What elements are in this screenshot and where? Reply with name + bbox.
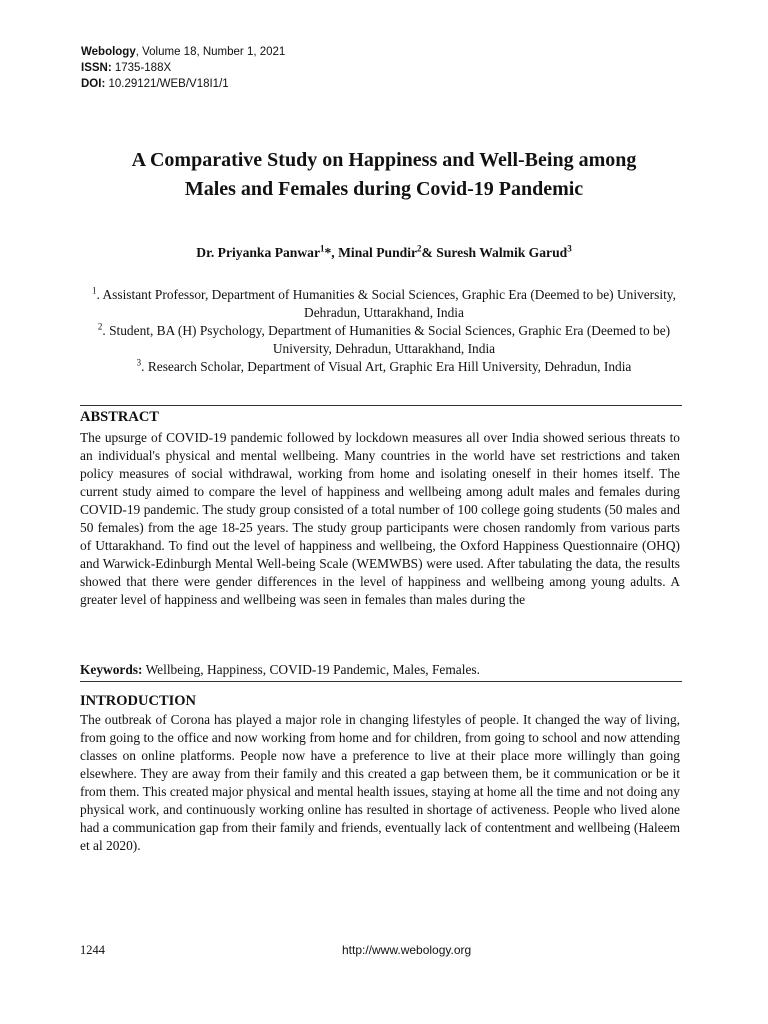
title-line-2: Males and Females during Covid-19 Pandemic bbox=[184, 178, 584, 200]
introduction-text: The outbreak of Corona has played a major role in changing lifestyles of people. It changed the way of living, from going to the office and now working from home and for children, from going to school and now attending classes on online platforms. People now have a preference to live at their place more willingly than going elsewhere. They are away from their family and this created a gap between them, be it communication or be it from them. This created major physical and mental health issues, staying at home all the time and not doing any physical work, and continuously working online has resulted in shortage of activeness. People who lived alone had a communication gap from their family and friends, eventually lack of contentment and wellbeing (Haleem et al 2020). bbox=[80, 712, 680, 853]
doi-line bbox=[81, 76, 285, 92]
issn-value: 1735-188X bbox=[111, 62, 172, 74]
affiliation-list bbox=[81, 286, 687, 376]
affiliation-text: . Research Scholar, Department of Visual Art, Graphic Era Hill University, Dehradun, India bbox=[141, 359, 632, 374]
author-name: Dr. Priyanka Panwar bbox=[196, 245, 320, 260]
affiliation-number: 1 bbox=[92, 285, 97, 296]
abstract-top-rule bbox=[80, 405, 682, 406]
author-list bbox=[40, 244, 728, 262]
affiliation-item bbox=[81, 322, 687, 358]
keywords-text: Wellbeing, Happiness, COVID-19 Pandemic, Males, Females. bbox=[142, 662, 480, 677]
author-affiliation-marker: 1 bbox=[320, 243, 325, 254]
author-name: Suresh Walmik Garud bbox=[436, 245, 568, 260]
affiliation-text: . Student, BA (H) Psychology, Department of Humanities & Social Sciences, Graphic Era (Deemed to be) University, Dehradun, Uttarakhand, India bbox=[102, 323, 671, 356]
author-separator: *, bbox=[324, 245, 339, 260]
affiliation-item bbox=[81, 358, 687, 376]
issn-line bbox=[81, 60, 285, 76]
affiliation-number: 2 bbox=[97, 321, 103, 332]
abstract-text: The upsurge of COVID-19 pandemic followed by lockdown measures all over India showed serious threats to an individual's physical and mental wellbeing. Many countries in the world have set restrictions and taken policy measures of social withdrawal, working from home and isolating oneself in their homes itself. The current study aimed to compare the level of happiness and wellbeing among adult males and females during COVID-19 pandemic. The study group consisted of a total number of 100 college going students (50 males and 50 females) from the age 18-25 years. The study group participants were chosen randomly from various parts of Uttarakhand. To find out the level of happiness and wellbeing, the Oxford Happiness Questionnaire (OHQ) and Warwick-Edinburgh Mental Well-being Scale (WEMWBS) were used. After tabulating the data, the results showed that there were gender differences in the level of happiness and wellbeing among young adults. A greater level of happiness and wellbeing was seen in females than males during the bbox=[80, 430, 680, 607]
author-name: Minal Pundir bbox=[338, 245, 418, 260]
doi-label: DOI: bbox=[81, 78, 106, 90]
issn-label: ISSN: bbox=[81, 62, 112, 74]
page-number: 1244 bbox=[80, 943, 105, 957]
journal-volume: , Volume 18, Number 1, 2021 bbox=[135, 46, 286, 58]
journal-line bbox=[81, 44, 285, 60]
affiliation-text: . Assistant Professor, Department of Humanities & Social Sciences, Graphic Era (Deemed to be) University, Dehradun, Uttarakhand, India bbox=[96, 287, 676, 320]
journal-name: Webology bbox=[81, 46, 136, 58]
author-affiliation-marker: 2 bbox=[417, 243, 422, 254]
keywords-line bbox=[80, 661, 680, 679]
abstract-heading: ABSTRACT bbox=[80, 409, 159, 425]
affiliation-item bbox=[81, 286, 687, 322]
author-affiliation-marker: 3 bbox=[567, 243, 572, 254]
section-rule bbox=[80, 681, 682, 682]
keywords-label: Keywords: bbox=[80, 662, 143, 677]
doi-value: 10.29121/WEB/V18I1/1 bbox=[105, 78, 229, 90]
paper-title bbox=[40, 146, 728, 204]
journal-header bbox=[81, 44, 285, 92]
author-separator: & bbox=[421, 245, 437, 260]
introduction-heading: INTRODUCTION bbox=[80, 693, 197, 709]
footer-url: http://www.webology.org bbox=[342, 943, 472, 957]
title-line-1: A Comparative Study on Happiness and Well-Being among bbox=[131, 149, 637, 171]
affiliation-number: 3 bbox=[136, 357, 142, 368]
